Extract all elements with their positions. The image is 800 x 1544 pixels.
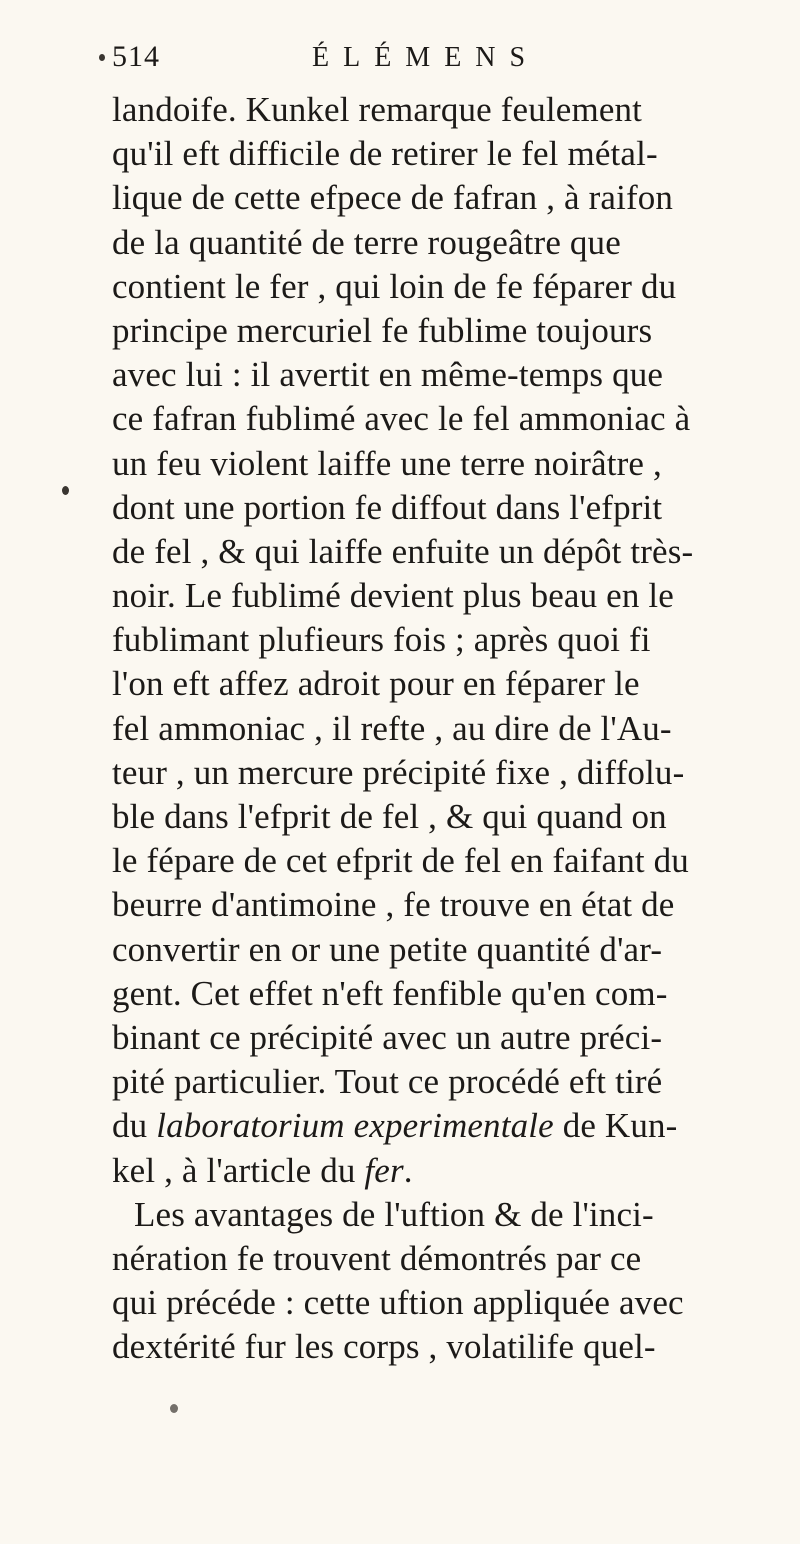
running-head <box>112 40 772 88</box>
text-line: un feu violent laiffe une terre noirâtre , <box>112 443 662 483</box>
text-line: ce fafran fublimé avec le fel ammoniac à <box>112 399 691 439</box>
text-line: contient le fer , qui loin de fe féparer du <box>112 266 677 306</box>
text-line: nération fe trouvent démontrés par ce <box>112 1238 642 1278</box>
ink-speck <box>62 486 69 495</box>
text-line: qu'il eft difficile de retirer le fel métal- <box>112 134 658 174</box>
text-line: noir. Le fublimé devient plus beau en le <box>112 576 674 616</box>
text-line: beurre d'antimoine , fe trouve en état de <box>112 885 675 925</box>
article-line <box>112 1149 800 1193</box>
page-number: 514 <box>112 40 160 73</box>
text-line: convertir en or une petite quantité d'ar- <box>112 929 663 969</box>
article-word: fer <box>364 1150 404 1190</box>
text-line: dont une portion fe diffout dans l'efprit <box>112 487 663 527</box>
text-line: fel ammoniac , il refte , au dire de l'Au- <box>112 708 672 748</box>
text-line: lique de cette efpece de fafran , à raifon <box>112 178 674 218</box>
text-line: landoife. Kunkel remarque feulement <box>112 90 643 129</box>
article-prefix: kel , à l'article du <box>112 1150 365 1190</box>
citation-line <box>112 1104 800 1148</box>
body-text <box>112 88 800 1369</box>
running-title: ÉLÉMENS <box>312 42 540 73</box>
ink-speck <box>99 54 105 61</box>
text-line: pité particulier. Tout ce procédé eft tiré <box>112 1062 663 1102</box>
text-line: teur , un mercure précipité fixe , diffolu- <box>112 752 685 792</box>
citation-suffix: de Kun- <box>553 1106 678 1146</box>
text-line: qui précéde : cette uftion appliquée avec <box>112 1283 684 1323</box>
text-line: ble dans l'efprit de fel , & qui quand on <box>112 797 667 836</box>
text-line: avec lui : il avertit en même-temps que <box>112 355 664 395</box>
text-line: Les avantages de l'uftion & de l'inci- <box>134 1194 654 1234</box>
citation-prefix: du <box>112 1106 157 1146</box>
cited-work-title: laboratorium experimentale <box>156 1106 554 1146</box>
text-line: gent. Cet effet n'eft fenfible qu'en com- <box>112 973 668 1013</box>
text-line: dextérité fur les corps , volatilife quel- <box>112 1327 656 1367</box>
text-line: le fépare de cet efprit de fel en faifant du <box>112 841 689 881</box>
article-suffix: . <box>403 1150 413 1190</box>
ink-speck <box>170 1404 178 1413</box>
text-line: de fel , & qui laiffe enfuite un dépôt très- <box>112 531 694 571</box>
text-line: l'on eft affez adroit pour en féparer le <box>112 664 640 704</box>
text-line: principe mercuriel fe fublime toujours <box>112 310 653 350</box>
text-line: binant ce précipité avec un autre préci- <box>112 1017 663 1057</box>
text-line: de la quantité de terre rougeâtre que <box>112 222 621 262</box>
text-line: fublimant plufieurs fois ; après quoi fi <box>112 620 651 660</box>
